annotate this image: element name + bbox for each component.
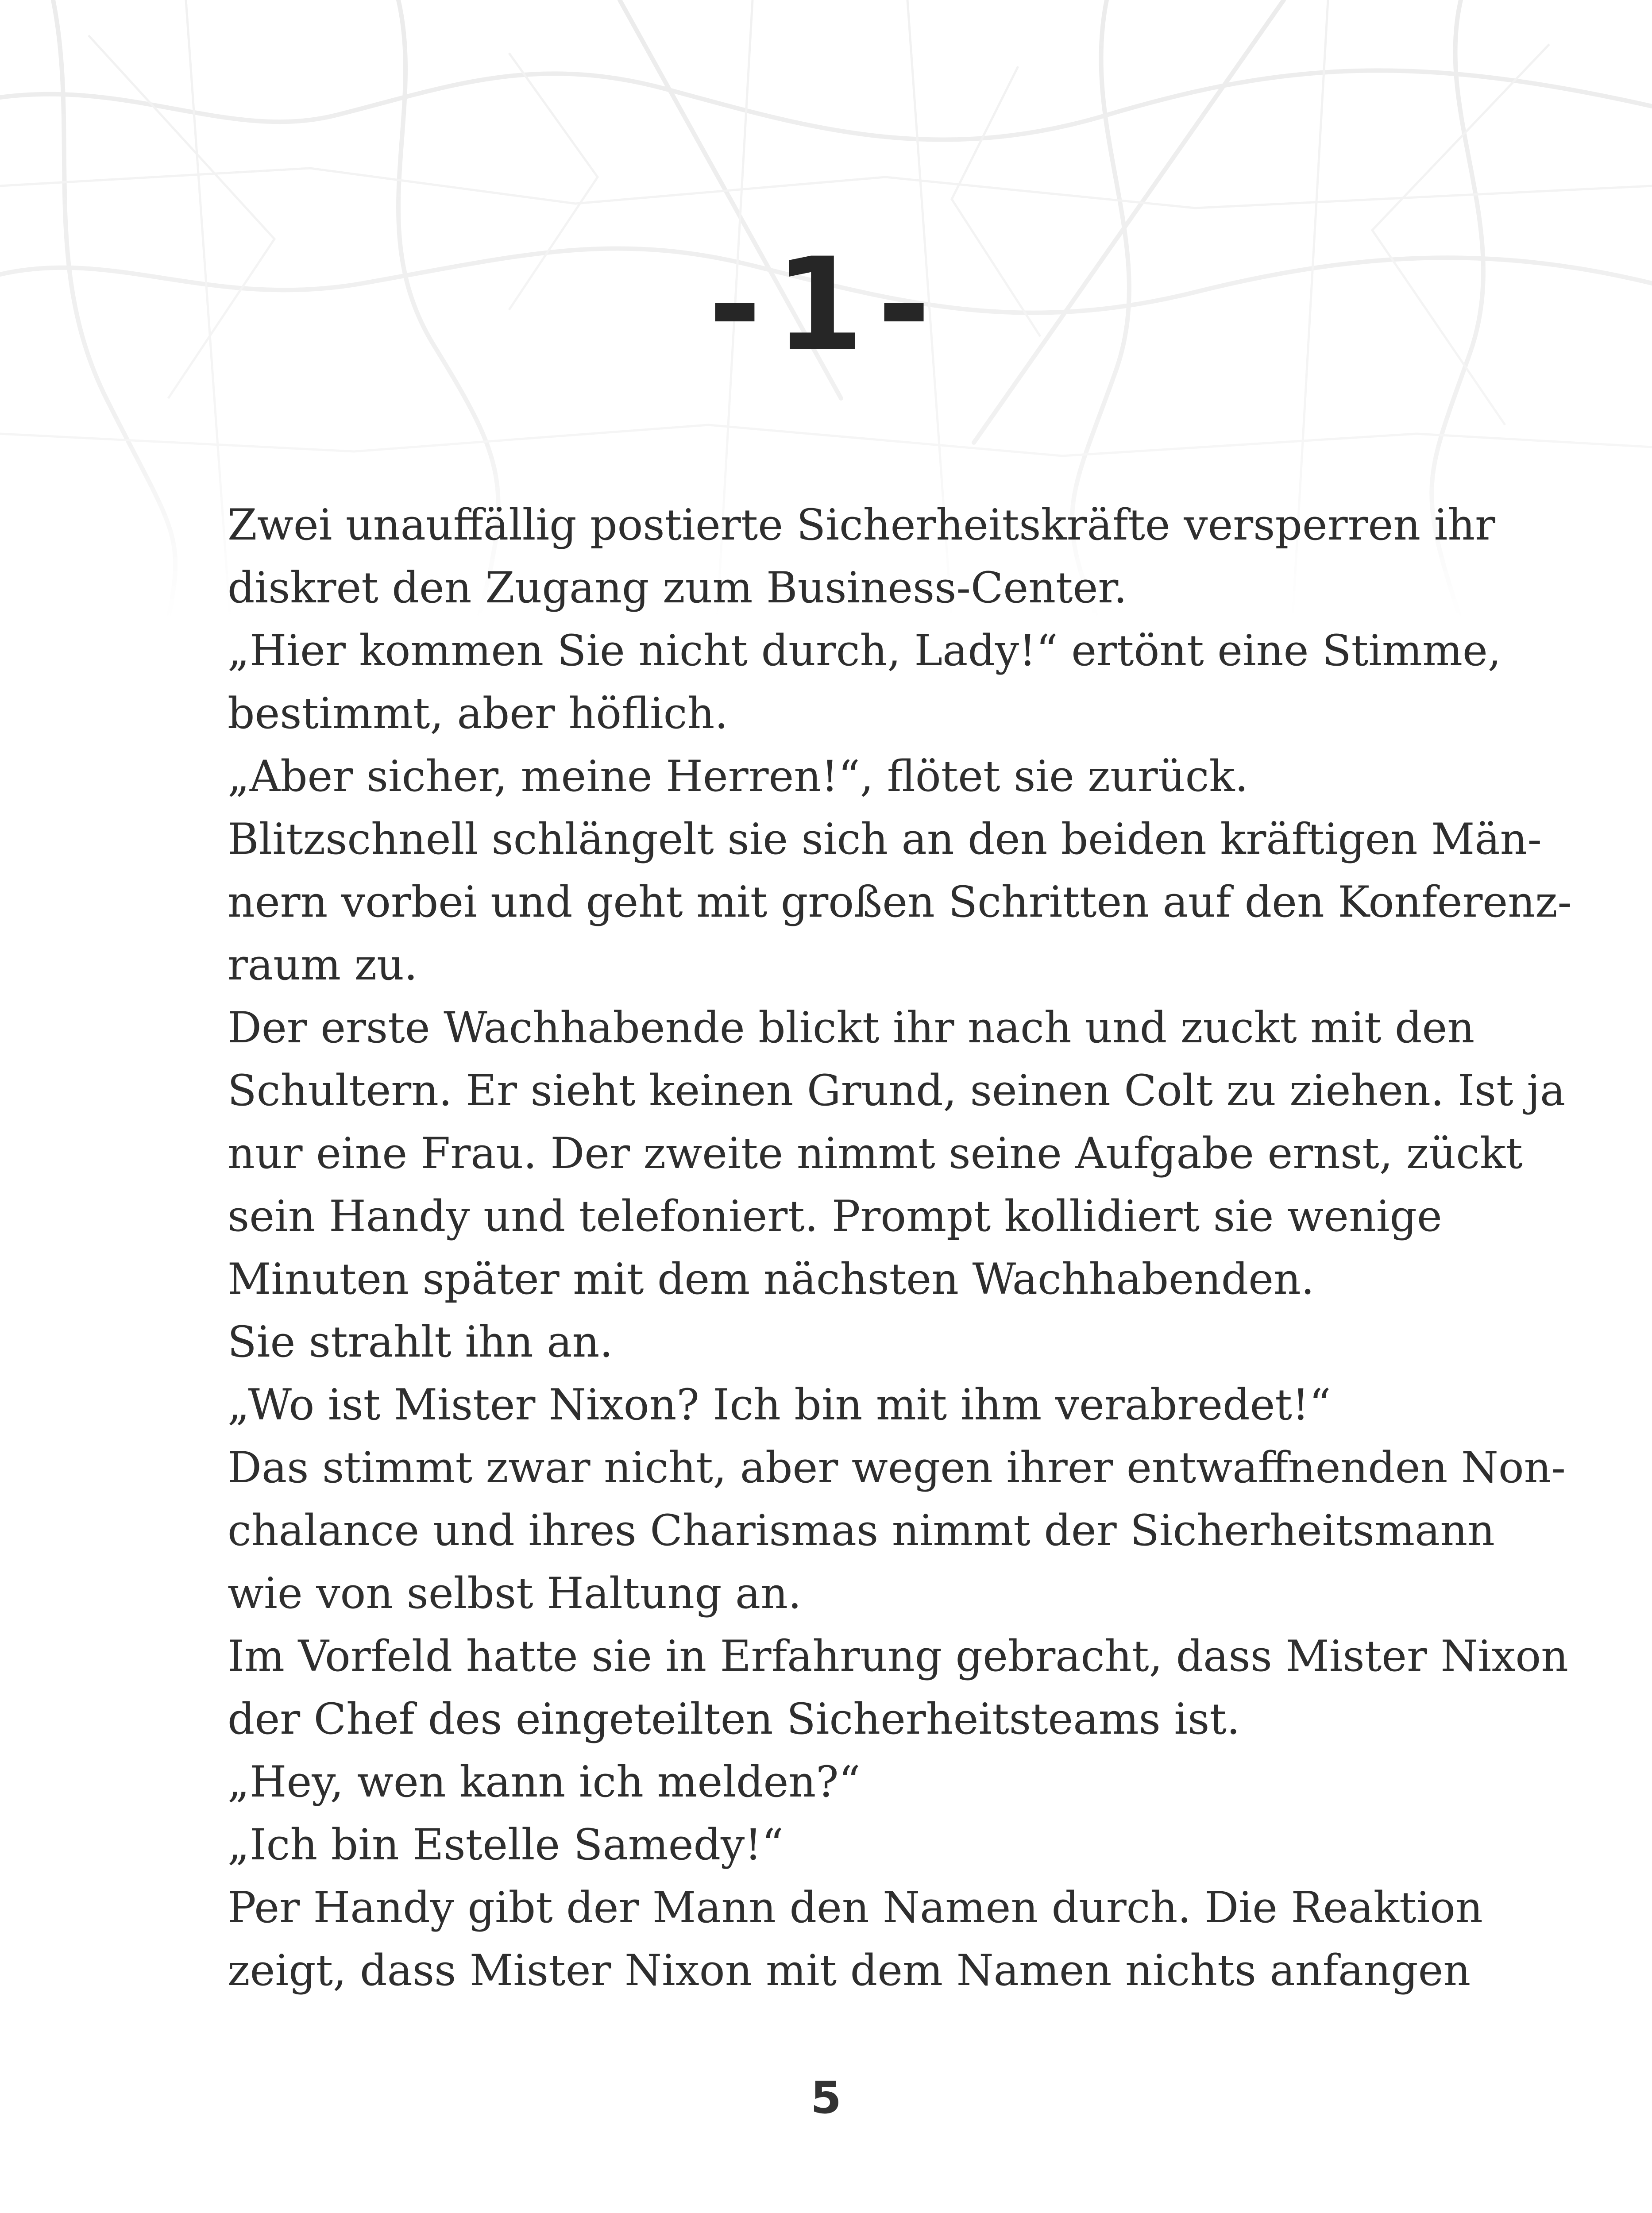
text-line: der Chef des eingeteilten Sicherheitsteams ist.: [228, 1694, 1240, 1744]
text-line: bestimmt, aber höflich.: [228, 689, 728, 738]
text-line: „Aber sicher, meine Herren!“, flötet sie zurück.: [228, 752, 1249, 801]
text-line: raum zu.: [228, 940, 418, 990]
text-line: nern vorbei und geht mit großen Schritten auf den Konferenz-: [228, 877, 1572, 927]
body-text: [228, 493, 1572, 2002]
text-line: Per Handy gibt der Mann den Namen durch. Die Reaktion: [228, 1883, 1483, 1932]
text-line: Der erste Wachhabende blickt ihr nach und zuckt mit den: [228, 1003, 1475, 1053]
text-line: Zwei unauffällig postierte Sicherheitskräfte versperren ihr: [228, 500, 1496, 550]
text-line: Sie strahlt ihn an.: [228, 1317, 613, 1367]
text-line: zeigt, dass Mister Nixon mit dem Namen nichts anfangen: [228, 1946, 1471, 1995]
text-line: „Hier kommen Sie nicht durch, Lady!“ ertönt eine Stimme,: [228, 626, 1501, 675]
text-line: „Wo ist Mister Nixon? Ich bin mit ihm verabredet!“: [228, 1380, 1331, 1430]
chapter-heading: -1-: [708, 231, 944, 380]
text-line: diskret den Zugang zum Business-Center.: [228, 563, 1127, 613]
text-line: nur eine Frau. Der zweite nimmt seine Aufgabe ernst, zückt: [228, 1129, 1523, 1178]
page-number: 5: [811, 2072, 841, 2124]
text-line: Das stimmt zwar nicht, aber wegen ihrer entwaffnenden Non-: [228, 1443, 1566, 1492]
text-line: „Ich bin Estelle Samedy!“: [228, 1820, 784, 1870]
text-line: wie von selbst Haltung an.: [228, 1569, 802, 1618]
text-line: sein Handy und telefoniert. Prompt kollidiert sie wenige: [228, 1191, 1442, 1241]
text-line: Blitzschnell schlängelt sie sich an den beiden kräftigen Män-: [228, 814, 1542, 864]
text-line: Schultern. Er sieht keinen Grund, seinen Colt zu ziehen. Ist ja: [228, 1066, 1566, 1115]
text-line: „Hey, wen kann ich melden?“: [228, 1757, 861, 1807]
text-line: Minuten später mit dem nächsten Wachhabenden.: [228, 1254, 1315, 1304]
text-line: chalance und ihres Charismas nimmt der Sicherheitsmann: [228, 1506, 1495, 1555]
text-line: Im Vorfeld hatte sie in Erfahrung gebracht, dass Mister Nixon: [228, 1631, 1568, 1681]
